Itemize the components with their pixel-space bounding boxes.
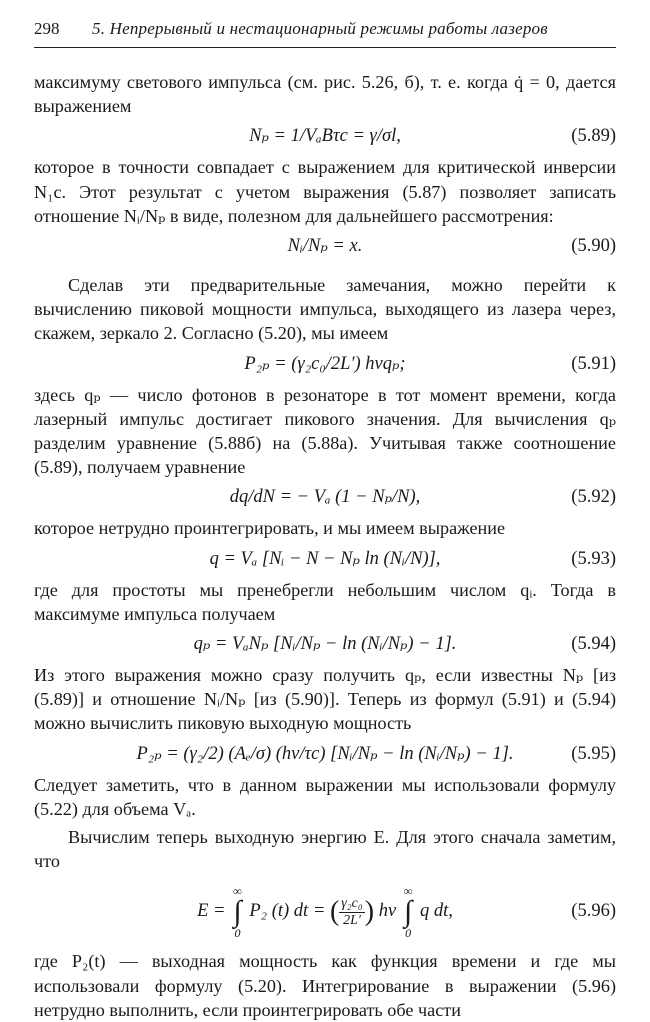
equation-formula: dq/dN = − Vₐ (1 − Nₚ/N), (229, 487, 421, 508)
equation-number: (5.91) (571, 353, 616, 374)
equation-formula: Nₚ = 1/VₐBτc = γ/σl, (249, 126, 401, 147)
paragraph: здесь qₚ — число фотонов в резонаторе в тот момент времени, когда лазерный импульс достигает пикового значения. Для вычисления qₚ разделим уравнение (5.88б) на (5.88а). Учитывая также соотношение (5.89), получаем уравнение (34, 384, 616, 478)
equation-5-92 (34, 479, 616, 516)
integral-sign: ∞ ∫ 0 (233, 884, 242, 941)
equation-5-95 (34, 736, 616, 773)
paragraph: Сделав эти предварительные замечания, можно перейти к вычислению пиковой мощности импульса, выходящего из лазера через, скажем, зеркало 2. Согласно (5.20), мы имеем (34, 275, 616, 344)
integral-sign: ∞ ∫ 0 (403, 884, 413, 941)
equation-formula: Nᵢ/Nₚ = x. (287, 236, 363, 257)
fraction-denominator: 2L′ (343, 912, 361, 928)
equation-number: (5.95) (571, 743, 616, 764)
coupling-fraction (339, 896, 364, 929)
paragraph: которое в точности совпадает с выражением для критической инверсии N₁с. Этот результат с учетом выражения (5.87) позволяет записать отношение Nᵢ/Nₚ в виде, полезном для дальнейшего рассмотрения: (34, 157, 616, 226)
equation-formula: P₂ₚ = (γ₂c₀/2L′) hνqₚ; (244, 353, 406, 374)
running-title: 5. Непрерывный и нестационарный режимы работы лазеров (92, 19, 548, 38)
equation-number: (5.90) (571, 236, 616, 257)
equation-number: (5.89) (571, 126, 616, 147)
equation-5-91 (34, 346, 616, 383)
equation-formula: q = Vₐ [Nᵢ − N − Nₚ ln (Nᵢ/N)], (209, 548, 441, 569)
equation-number: (5.96) (571, 901, 616, 922)
page-number: 298 (34, 19, 60, 38)
paragraph: которое нетрудно проинтегрировать, и мы имеем выражение (34, 518, 506, 539)
photon-energy: hν (378, 901, 397, 922)
equation-5-89 (34, 118, 616, 155)
page-body (34, 70, 616, 1022)
equation-5-94 (34, 626, 616, 663)
paragraph: где P₂(t) — выходная мощность как функция времени и где мы использовали формулу (5.20). Интегрирование в выражении (5.96) нетрудно выполнить, если проинтегрировать обе части (34, 951, 616, 1020)
header-rule (34, 47, 616, 48)
equation-number: (5.93) (571, 548, 616, 569)
paragraph: Вычислим теперь выходную энергию E. Для этого сначала заметим, что (34, 827, 616, 872)
equation-5-96 (34, 873, 616, 949)
paragraph: Следует заметить, что в данном выражении мы использовали формулу (5.22) для объема Vₐ. (34, 774, 616, 819)
equation-formula: P₂ₚ = (γ₂/2) (Aₑ/σ) (hν/τc) [Nᵢ/Nₚ − ln (Nᵢ/Nₚ) − 1]. (136, 743, 514, 764)
running-header (34, 16, 616, 42)
energy-lhs: E = (197, 901, 226, 922)
integral-lower-limit: 0 (405, 926, 412, 941)
integral-upper-limit: ∞ (233, 884, 242, 899)
paragraph: где для простоты мы пренебрегли небольшим числом qᵢ. Тогда в максимуме импульса получаем (34, 579, 616, 624)
equation-5-90 (34, 228, 616, 265)
integral-lower-limit: 0 (234, 926, 241, 941)
equation-formula: E = ∞ ∫ 0 P₂ (t) dt = ( $\frac{\text{γ₂c₀}}{2L'}$ ) hν ∞ ∫ 0 q dt, (197, 884, 453, 941)
book-page (34, 0, 616, 1020)
equation-number: (5.92) (571, 487, 616, 508)
equation-number: (5.94) (571, 634, 616, 655)
integrand-power: P₂ (t) dt = (249, 901, 326, 922)
paragraph: Из этого выражения можно сразу получить qₚ, если известны Nₚ [из (5.89)] и отношение Nᵢ/Nₚ [из (5.90)]. Теперь из формул (5.91) и (5.94) можно вычислить пиковую выходную мощность (34, 665, 616, 734)
fraction-numerator: γ₂c₀ (341, 895, 363, 911)
integral-upper-limit: ∞ (403, 884, 413, 899)
integrand-photons: q dt, (419, 901, 453, 922)
paragraph: максимуму светового импульса (см. рис. 5.26, б), т. е. когда q̇ = 0, дается выражением (34, 72, 616, 117)
equation-formula: qₚ = VₐNₚ [Nᵢ/Nₚ − ln (Nᵢ/Nₚ) − 1]. (193, 634, 457, 655)
equation-5-93 (34, 541, 616, 578)
